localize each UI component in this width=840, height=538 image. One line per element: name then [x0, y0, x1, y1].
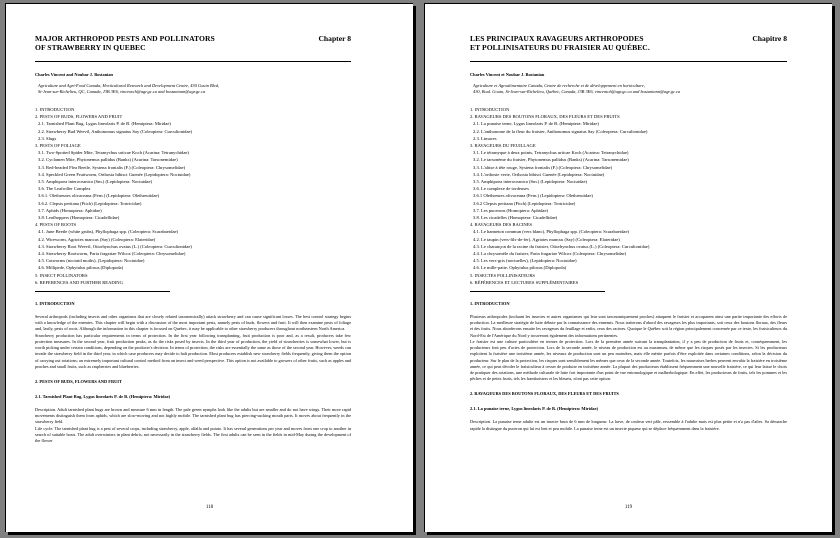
toc-entry[interactable]: 6. REFERENCES AND FURTHER READING — [35, 279, 123, 285]
paragraph: Le fraisier est une culture particulière en termes de protection. Lors de la première année suivant la transplantation, il y a peu de production de fruits et, conséquemment, les producteurs font peu d'actes de protection. Lors de la seconde année, le niveau de production est au maximum, de même que les risques posés par les insectes. Si les producteurs exploitent la fraisière une troisième année, les niveaux de production sont un peu moindres, mais elle mérite parfois d'être exploitée dans certaines conditions, selon la décision du producteur. Sur le plan de la protection, les risques sont sensiblement les mêmes que ceux de la seconde année. Toutefois, les mauvaises herbes peuvent envahir la fraisière en troisième année, ce qui peut décider le fraisiculteur à cesser de produire en troisième année. La plupart des producteurs établissent fréquemment une nouvelle fraisière, ce qui leur laisse le choix de pratiquer des rotations, une méthode culturale de lutte fort importante d'un point de vue entomologique et malherbologique. En effet, les producteurs de fruits, tels les pommes et les pêches et de petits fruits, tels les framboisiers et les bleuets, n'ont pas cette option. — [470, 338, 787, 382]
section-heading: 1. INTRODUCTION — [35, 301, 75, 307]
toc-entry[interactable]: 6. RÉFÉRENCES ET LECTURES SUPPLÉMENTAIRES — [470, 279, 579, 285]
toc-rule — [470, 291, 605, 292]
paragraph: Strawberry production has particular requirements in terms of protection. In the first year following transplanting, fruit production is poor and, as a result, producers take few protection measures. In the second year, fruit production peaks, as do the risks posed by insects. In the third year of production, the yield of strawberries is somewhat lower, but is worth picking under certain conditions, depending on the producer's decision. In terms of protection, the risks are essentially the same as those of the second year. However, weeds can invade the strawberry field in the third year, in which case producers may decide to halt production. Most producers establish new strawberry fields frequently, giving them the option of carrying out rotations; an extremely important cultural control method from an insect and weed perspective. This option is not available to growers of other fruits, such as apples and peaches and small fruits, such as raspberries and blueberries. — [35, 332, 352, 369]
page-119 — [424, 3, 832, 532]
page-118 — [5, 3, 413, 532]
chapter-title — [35, 34, 215, 52]
paragraph: Several arthropods (including insects and other organisms that are closely related taxonomically) attack strawberry and can cause significant losses. The best control strategy begins with a knowledge of the enemies. This chapter will begin with a discussion of the most important pests, namely pests of buds, flowers and fruit. It will then examine pests of foliage and, lastly, pests of roots. Although the information in this chapter is focused on Quebec, it may be applicable to other strawberry producers throughout northeastern North America. — [35, 314, 351, 332]
table-of-contents — [470, 106, 787, 286]
toc-entry[interactable]: 2. PESTS OF BUDS, FLOWERS AND FRUIT — [35, 114, 123, 120]
chapter-title — [470, 34, 650, 52]
paragraph: Plusieurs arthropodes (incluant les insectes et autres organismes qui leur sont taxonomiquement proches) attaquent le fraisier et accaparent ainsi une partie importante des efforts de production. La meilleure stratégie de lutte débute par la connaissance des ennemis. Nous traiterons d'abord des ravageurs les plus importants, soit ceux des boutons floraux, des fleurs et des fruits. Nous aborderons ensuite les ravageurs du feuillage et enfin, ceux des racines. Quoique le Québec soit la région principalement concernée par ce texte, les fraisiculteurs du Nord-Est de l'Amérique du Nord y trouveront également des informations pertinentes. — [470, 314, 787, 338]
toc-entry[interactable]: 3.6. The Leafroller Complex — [38, 186, 91, 192]
subsection-heading: 2.1. La punaise terne, Lygus lineolaris P. de B. (Hemiptera: Miridae) — [470, 406, 599, 412]
paragraph: Description. Adult tarnished plant bugs are brown and measure 6 mm in length. The pale green nymphs look like the adults but are smaller and do not have wings. Their more rapid movements distinguish them from aphids, which are slow-moving and not highly mobile. The tarnished plant bug has piercing-sucking mouth parts. It moves about frequently in the strawberry field. — [35, 406, 351, 425]
paragraph: Life cycle. The tarnished plant bug is a pest of several crops, including strawberry, apple, alfalfa and potato. It has several generations per year and moves from one crop to another in search of suitable hosts. The adult overwinters in plant debris, not necessarily in the strawberry fields. The first adults can be seen in the fields in mid-May during the development of the flower — [35, 425, 351, 443]
paragraph: Description. La punaise terne adulte est un insecte brun de 6 mm de longueur. La larve, de couleur vert pâle, ressemble à l'adulte mais est plus petite et n'a pas d'ailes. Sa démarche rapide la distingue du puceron qui lui est lent et peu mobile. La punaise terne est un insecte piqueur qui se déplace fréquemment dans la fraisière. — [470, 419, 787, 431]
toc-entry[interactable]: 3.7. Aphids (Homoptera: Aphidae) — [38, 207, 102, 213]
toc-entry[interactable]: 4.6. Millipede, Ophyiulus pilosus (Diplopoda) — [38, 265, 124, 271]
toc-entry[interactable]: 5. INSECTES POLLINISATEURS — [470, 272, 535, 278]
toc-entry[interactable]: 3.6.2. Clepsis peritana (Fitch) (Lepidoptera: Tortricidae) — [38, 200, 142, 206]
affiliation-line: Agriculture and Agri-Food Canada, Horticultural Research and Development Centre, 430 Gouin Blvd, — [38, 83, 220, 88]
toc-entry[interactable]: 3.5. Amphipoea interoceanica (Sm.) (Lepidoptera: Noctuidae) — [473, 179, 588, 185]
toc-entry[interactable]: 4.5. Cutworms (noctuid moths), (Lepidoptera: Noctuidae) — [38, 258, 145, 264]
page-number: 118 — [205, 505, 214, 510]
chapter-header — [35, 34, 351, 52]
subsection-heading: 2.1. Tarnished Plant Bug, Lygus lineolaris P. de B. (Hemiptera: Miridae) — [35, 393, 171, 399]
header-rule — [35, 61, 351, 62]
title-line: OF STRAWBERRY IN QUEBEC — [35, 43, 146, 52]
toc-entry[interactable]: 3.5. Amphipoea interoceanica (Sm.) (Lepidoptera: Noctuidae) — [38, 179, 153, 185]
toc-entry[interactable]: 4.1. June Beetle (white grubs), Phyllophaga spp. (Coleoptera: Scarabaeidae) — [38, 229, 179, 235]
page-content — [35, 34, 351, 444]
toc-entry[interactable]: 1. INTRODUCTION — [470, 107, 510, 112]
title-line: ET POLLINISATEURS DU FRAISIER AU QUÉBEC. — [470, 43, 650, 52]
affiliation — [35, 83, 351, 95]
table-of-contents — [35, 106, 351, 286]
affiliation-line: St-Jean-sur-Richelieu, QC, Canada, J3B 3E6, vincentch@agr.gc.ca and bostaniann@agr.gc.ca — [38, 89, 206, 94]
toc-entry[interactable]: 2.2. L'anthonome de la fleur du fraisier, Anthonomus signatus Say (Coleoptera: Curculionidae) — [473, 128, 648, 134]
toc-entry[interactable]: 4. RAVAGEURS DES RACINES — [470, 222, 533, 228]
affiliation-line: 430, Boul. Gouin, St-Jean-sur-Richelieu, Québec, Canada, J3B 3E6, vincentch@agr.gc.ca and bostaniann@agr.gc.ca — [473, 89, 681, 94]
toc-entry[interactable]: 3.6. Le complexe de tordeuses — [473, 186, 529, 192]
toc-entry[interactable]: 3.1. Two-Spotted Spider Mite, Tetranychus urticae Koch (Acarina: Tetranychidae) — [38, 150, 189, 156]
affiliation-line: Agriculture et Agroalimentaire Canada, Centre de recherche et de développement en horticulture, — [473, 83, 645, 88]
toc-entry[interactable]: 4.6. Le mille-patte, Ophyiulus pilosus (Diplopoda) — [473, 265, 567, 271]
toc-entry[interactable]: 2.1. La punaise terne, Lygus lineolaris P. de B. (Hemiptera: Miridae) — [473, 121, 599, 127]
chapter-number: Chapitre 8 — [752, 34, 787, 43]
toc-entry[interactable]: 2.3. Slugs — [38, 135, 57, 141]
toc-rule — [35, 291, 170, 292]
subsection-body — [470, 419, 787, 431]
toc-entry[interactable]: 4.5. Les vers-gris (noctuelles), (Lepidoptera: Noctuidae) — [473, 258, 577, 264]
chapter-header — [470, 34, 787, 52]
toc-entry[interactable]: 2.3. Limaces — [473, 135, 497, 141]
section-body — [470, 314, 787, 382]
toc-entry[interactable]: 3.2. Le tarsonème du fraisier, Phytonemus pallidus (Banks) (Acarina: Tarsonemidae) — [473, 157, 629, 163]
toc-entry[interactable]: 3.7. Les pucerons (Homoptera: Aphidae) — [473, 207, 549, 213]
toc-entry[interactable]: 3.3. L'altise à tête rouge, Systena frontalis (F.) (Coleoptera: Chrysomelidae) — [473, 164, 613, 170]
toc-entry[interactable]: 4. PESTS OF ROOTS — [35, 222, 77, 228]
toc-entry[interactable]: 2. RAVAGEURS DES BOUTONS FLORAUX, DES FLEURS ET DES FRUITS — [470, 114, 620, 120]
toc-entry[interactable]: 3. PESTS OF FOLIAGE — [35, 143, 81, 149]
section-heading: 2. RAVAGEURS DES BOUTONS FLORAUX, DES FLEURS ET DES FRUITS — [470, 391, 619, 397]
toc-entry[interactable]: 3.6.2 Clepsis peritana (Fitch) (Lepidoptera: Tortricidae) — [473, 200, 576, 206]
toc-entry[interactable]: 3.6.1 Olethreutes olivaceana (Fern.) (Lepidoptera: Olethreutidae) — [473, 193, 593, 199]
section-heading: 1. INTRODUCTION — [470, 301, 510, 307]
toc-entry[interactable]: 3.8. Leafhoppers (Homoptera: Cicadellidae) — [38, 215, 120, 221]
page-content — [470, 34, 787, 432]
toc-entry[interactable]: 4.1. Le hanneton commun (vers blanc), Phyllophaga spp. (Coleoptera: Scarabaeidae) — [473, 229, 630, 235]
page-number: 119 — [624, 505, 633, 510]
toc-entry[interactable]: 4.2. Wireworm, Agriotes mancus (Say) (Coleoptera: Elateridae) — [38, 236, 156, 242]
toc-entry[interactable]: 4.4. Strawberry Rootworm, Paria fragariae Wilcox (Coleoptera: Chrysomelidae) — [38, 251, 186, 257]
toc-entry[interactable]: 2.1. Tarnished Plant Bug, Lygus lineolaris P. de B. (Hemiptera: Miridae) — [38, 121, 171, 127]
chapter-number: Chapter 8 — [318, 34, 351, 43]
authors: Charles Vincent and Noubar J. Bostanian — [35, 72, 113, 77]
toc-entry[interactable]: 4.3. Le charançon de la racine du fraisier, Otiorhynchus ovatus (L.) (Coleoptera: Curculionidae) — [473, 243, 650, 249]
toc-entry[interactable]: 3. RAVAGEURS DU FEUILLAGE — [470, 143, 536, 149]
affiliation — [470, 83, 787, 95]
toc-entry[interactable]: 3.6.1. Olethreutes olivaceana (Fern.) (Lepidoptera: Olethreutidae) — [38, 193, 160, 199]
toc-entry[interactable]: 2.2. Strawberry Bud Weevil, Anthonomus signatus Say (Coleoptera: Curculionidae) — [38, 128, 193, 134]
toc-entry[interactable]: 5. INSECT POLLINATORS — [35, 272, 88, 278]
section-body — [35, 314, 351, 370]
toc-entry[interactable]: 3.3. Red-headed Flea Beetle, Systena frontalis (F.) (Coleoptera: Chrysomelidae) — [38, 164, 186, 170]
toc-entry[interactable]: 1. INTRODUCTION — [35, 107, 75, 112]
toc-entry[interactable]: 3.1. Le tétranyque à deux points, Tetranychus urticae Koch (Acarina: Tetranychidae) — [473, 150, 629, 156]
toc-entry[interactable]: 3.2. Cyclamen Mite, Phytonemus pallidus (Banks) (Acarina: Tarsonemidae) — [38, 157, 178, 163]
header-rule — [470, 61, 787, 62]
authors: Charles Vincent et Noubar J. Bostanian — [470, 72, 545, 77]
title-line: MAJOR ARTHROPOD PESTS AND POLLINATORS — [35, 34, 215, 43]
toc-entry[interactable]: 4.3. Strawberry Root Weevil, Otiorhynchus ovatus (L.) (Coleoptera: Curculionidae) — [38, 243, 192, 249]
toc-entry[interactable]: 3.8. Les cicadelles (Homoptera: Cicadellidae) — [473, 215, 558, 221]
toc-entry[interactable]: 3.4. Speckled Green Fruitworm, Orthosia hibisci Guenée (Lepidoptera: Noctuidae) — [38, 171, 191, 177]
section-heading: 2. PESTS OF BUDS, FLOWERS AND FRUIT — [35, 378, 122, 384]
title-line: LES PRINCIPAUX RAVAGEURS ARTHROPODES — [470, 34, 644, 43]
subsection-body — [35, 407, 351, 444]
toc-entry[interactable]: 4.2. Le taupin (vers-fils-de-fer), Agriotes mancus (Say) (Coleoptera: Elateridae) — [473, 236, 620, 242]
toc-entry[interactable]: 3.4. L'orthosie verte, Orthosia hibisci Guenée (Lepidoptera: Noctuidae) — [473, 171, 605, 177]
toc-entry[interactable]: 4.4. La chrysomèle du fraisier, Paria fragariae Wilcox (Coleoptera: Chrysomelidae) — [473, 251, 627, 257]
